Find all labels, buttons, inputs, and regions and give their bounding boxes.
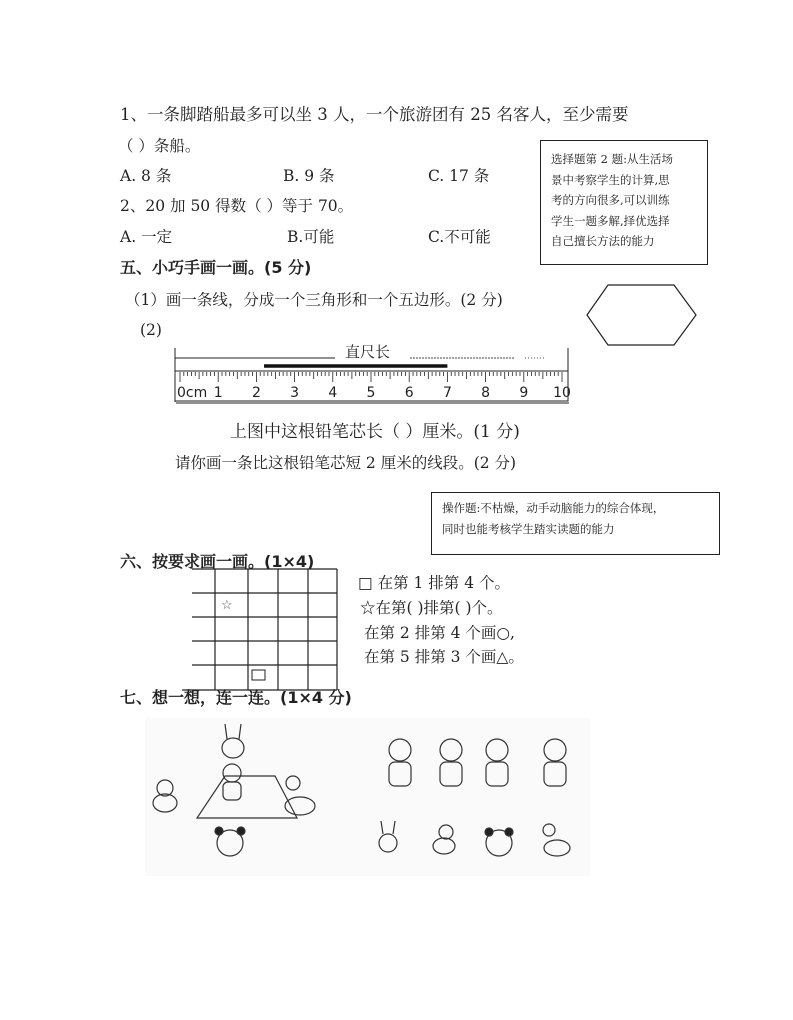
ruler-number: 3	[290, 385, 300, 401]
section-7-title: 七、想一想，连一连。(1×4 分)	[120, 688, 352, 707]
sec5-task-2: (2)	[140, 321, 162, 339]
ruler-number: 9	[519, 385, 529, 401]
q2-option-a: A. 一定	[120, 228, 173, 246]
ruler-number: 6	[404, 385, 414, 401]
ruler-number: 4	[328, 385, 338, 401]
note-line: 自己擅长方法的能力	[551, 234, 655, 248]
sec5-question-b: 请你画一条比这根铅笔芯短 2 厘米的线段。(2 分)	[175, 454, 517, 472]
matching-illustration	[145, 718, 590, 876]
q1-stem: 1、一条脚踏船最多可以坐 3 人，一个旅游团有 25 名客人，至少需要	[120, 105, 629, 124]
q1-option-a: A. 8 条	[120, 167, 172, 185]
ruler-number: 1	[213, 385, 223, 401]
ruler-number: 7	[442, 385, 452, 401]
teacher-note-1	[540, 140, 708, 265]
sec6-line-1: □ 在第 1 排第 4 个。	[358, 574, 511, 592]
section-6-title: 六、按要求画一画。(1×4)	[120, 552, 315, 571]
q2-option-b: B.可能	[287, 228, 335, 246]
ruler-number: 10	[553, 385, 571, 401]
teacher-note-2	[431, 492, 720, 555]
hexagon-figure	[586, 284, 698, 346]
square-shape	[252, 670, 265, 680]
q1-stem-cont: （ ）条船。	[118, 137, 201, 155]
ruler-number: 2	[251, 385, 261, 401]
ruler-label: 直尺长	[345, 343, 391, 361]
note-line: 同时也能考核学生踏实读题的能力	[442, 521, 615, 536]
note-line: 景中考察学生的计算,思	[551, 172, 670, 187]
grid-figure	[190, 569, 340, 693]
sec6-line-4: 在第 5 排第 3 个画△。	[364, 648, 524, 666]
ruler-number: 0cm	[177, 385, 208, 401]
section-5-title: 五、小巧手画一画。(5 分)	[120, 258, 312, 277]
sec6-line-2: ☆在第( )排第( )个。	[360, 599, 503, 617]
note-line: 操作题:不枯燥，动手动脑能力的综合体现，	[442, 501, 665, 515]
star-shape: ☆	[221, 598, 233, 613]
ruler-number: 5	[366, 385, 376, 401]
q1-option-b: B. 9 条	[283, 167, 335, 185]
note-line: 选择题第 2 题:从生活场	[551, 152, 674, 166]
sec5-question-a: 上图中这根铅笔芯长（ ）厘米。(1 分)	[230, 422, 520, 442]
sec5-task-1: （1）画一条线，分成一个三角形和一个五边形。(2 分)	[125, 291, 503, 309]
ruler-number: 8	[481, 385, 491, 401]
note-line: 学生一题多解,择优选择	[551, 213, 670, 228]
sec6-line-3: 在第 2 排第 4 个画○,	[364, 624, 515, 642]
q2-option-c: C.不可能	[428, 228, 491, 246]
note-line: 考的方向很多,可以训练	[551, 193, 670, 207]
q1-option-c: C. 17 条	[428, 167, 490, 185]
q2-stem: 2、20 加 50 得数（ ）等于 70。	[120, 197, 354, 215]
